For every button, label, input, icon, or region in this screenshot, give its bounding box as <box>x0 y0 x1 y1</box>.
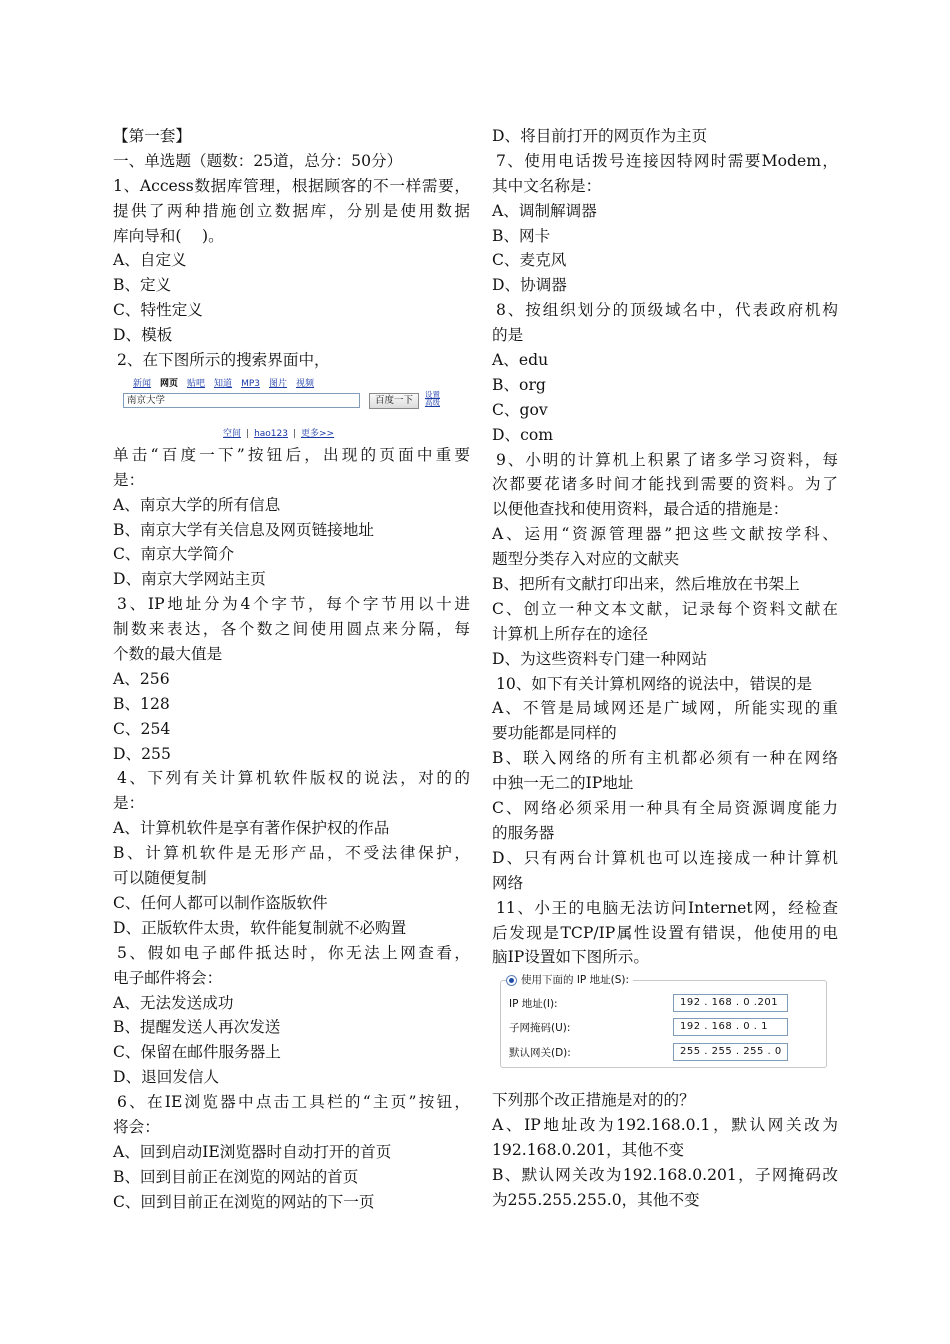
link-separator: | <box>246 428 250 439</box>
radio-label: 使用下面的 IP 地址(S): <box>521 974 629 987</box>
option: C、254 <box>113 719 171 738</box>
question-2-line: 2、在下图所示的搜索界面中， <box>117 351 330 370</box>
question-11-line: 下列那个改正措施是对的的？ <box>492 1091 695 1110</box>
link-separator: | <box>292 428 297 439</box>
link-space[interactable]: 空间 <box>223 428 242 439</box>
option: C、任何人都可以制作盗版软件 <box>113 893 328 912</box>
option: B、org <box>492 375 546 394</box>
option: A、运用“资源管理器”把这些文献按学科、 <box>492 525 838 544</box>
option: 网络 <box>492 873 524 892</box>
option: A、256 <box>113 669 170 688</box>
question-9-line: 次都要花诸多时间才能找到需要的资料。为了 <box>492 475 838 494</box>
option: B、联入网络的所有主机都必须有一种在网络 <box>492 749 838 768</box>
option: C、创立一种文本文献，记录每个资料文献在 <box>492 599 838 618</box>
option: 为255.255.255.0，其他不变 <box>492 1190 700 1209</box>
option: 要功能都是同样的 <box>492 724 617 743</box>
subnet-mask-field[interactable]: 192 . 168 . 0 . 1 <box>673 1018 788 1036</box>
use-following-ip-radio[interactable] <box>506 973 633 987</box>
option: A、自定义 <box>113 251 187 270</box>
tab-mp3[interactable]: MP3 <box>241 378 260 389</box>
option: A、edu <box>492 351 549 370</box>
question-8-line: 8、按组织划分的顶级域名中，代表政府机构 <box>496 301 838 320</box>
option: B、定义 <box>113 276 172 295</box>
option: B、回到目前正在浏览的网站的首页 <box>113 1167 359 1186</box>
question-5-line: 5、假如电子邮件抵达时，你无法上网查看， <box>117 943 470 962</box>
option: C、特性定义 <box>113 301 203 320</box>
search-interface-figure <box>113 373 453 443</box>
question-4-line: 是： <box>113 794 145 813</box>
option: C、南京大学简介 <box>113 545 235 564</box>
set-title: 【第一套】 <box>113 127 191 145</box>
option: A、南京大学的所有信息 <box>113 495 281 514</box>
question-9-line: 以便他查找和使用资料，最合适的措施是： <box>492 500 789 519</box>
left-column <box>113 124 470 1215</box>
option: 可以随便复制 <box>113 869 207 888</box>
right-column <box>492 124 838 1213</box>
question-9-line: 9、小明的计算机上积累了诸多学习资料，每 <box>496 450 838 469</box>
tab-news[interactable]: 新闻 <box>133 378 152 389</box>
search-button[interactable]: 百度一下 <box>369 393 419 409</box>
option: 192.168.0.201，其他不变 <box>492 1141 685 1160</box>
tab-web[interactable]: 网页 <box>160 378 179 389</box>
footer-links <box>223 429 334 440</box>
subnet-mask-label: 子网掩码(U): <box>509 1022 571 1035</box>
radio-selected-icon[interactable] <box>506 975 517 986</box>
option: B、默认网关改为192.168.0.201，子网掩码改 <box>492 1165 838 1184</box>
ip-settings-figure <box>492 970 838 1088</box>
option: D、退回发信人 <box>113 1068 220 1087</box>
question-11-line: 后发现是TCP/IP属性设置有错误，他使用的电 <box>492 923 838 942</box>
settings-link[interactable]: 设置 高级 <box>425 389 440 407</box>
option: A、调制解调器 <box>492 201 597 220</box>
default-gateway-label: 默认网关(D): <box>509 1047 571 1060</box>
option: B、网卡 <box>492 226 551 245</box>
option: D、南京大学网站主页 <box>113 570 266 589</box>
option: 题型分类存入对应的文献夹 <box>492 550 680 569</box>
option: D、协调器 <box>492 276 567 295</box>
search-tabs <box>133 379 323 390</box>
option: C、回到目前正在浏览的网站的下一页 <box>113 1192 375 1211</box>
question-1-line: 库向导和( )。 <box>113 226 224 245</box>
option: B、把所有文献打印出来，然后堆放在书架上 <box>492 575 800 594</box>
option: B、提醒发送人再次发送 <box>113 1018 281 1037</box>
section-heading: 一、单选题（题数：25道，总分：50分） <box>113 151 403 170</box>
tab-images[interactable]: 图片 <box>268 378 287 389</box>
option: D、只有两台计算机也可以连接成一种计算机 <box>492 848 838 867</box>
option: 计算机上所存在的途径 <box>492 624 648 643</box>
question-7-line: 其中文名称是： <box>492 176 602 195</box>
question-11-line: 脑IP设置如下图所示。 <box>492 948 649 967</box>
option: A、IP地址改为192.168.0.1，默认网关改为 <box>492 1116 838 1135</box>
option: B、128 <box>113 694 170 713</box>
link-hao123[interactable]: hao123 <box>254 428 288 439</box>
option: D、为这些资料专门建一种网站 <box>492 649 708 668</box>
tab-zhidao[interactable]: 知道 <box>214 378 233 389</box>
question-3-line: 制数来表达，各个数之间使用圆点来分隔，每 <box>113 620 470 639</box>
question-2-line: 是： <box>113 470 145 489</box>
question-2-line: 单击“百度一下”按钮后，出现的页面中重要 <box>113 445 470 464</box>
option: B、计算机软件是无形产品，不受法律保护， <box>113 844 470 863</box>
option: 中独一无二的IP地址 <box>492 774 634 793</box>
option: A、回到启动IE浏览器时自动打开的首页 <box>113 1142 392 1161</box>
option: D、com <box>492 425 554 444</box>
option: C、麦克风 <box>492 251 567 270</box>
question-10-line: 10、如下有关计算机网络的说法中，错误的是 <box>496 674 813 693</box>
tab-video[interactable]: 视频 <box>296 378 315 389</box>
question-8-line: 的是 <box>492 326 524 345</box>
tab-tieba[interactable]: 贴吧 <box>187 378 206 389</box>
question-3-line: 个数的最大值是 <box>113 645 223 664</box>
option: D、正版软件太贵，软件能复制就不必购置 <box>113 918 407 937</box>
option: 的服务器 <box>492 823 555 842</box>
link-more[interactable]: 更多>> <box>301 428 335 439</box>
option: D、将目前打开的网页作为主页 <box>492 127 708 145</box>
option: A、不管是局域网还是广域网，所能实现的重 <box>492 699 838 718</box>
option: C、gov <box>492 400 548 419</box>
question-1-line: 提供了两种措施创立数据库，分别是使用数据 <box>113 201 470 220</box>
question-5-line: 电子邮件将会： <box>113 968 223 987</box>
question-1-line: 1、Access数据库管理，根据顾客的不一样需要， <box>113 176 470 195</box>
option: B、南京大学有关信息及网页链接地址 <box>113 520 374 539</box>
question-6-line: 将会： <box>113 1117 160 1136</box>
question-11-line: 11、小王的电脑无法访问Internet网，经检查 <box>496 898 838 917</box>
question-7-line: 7、使用电话拨号连接因特网时需要Modem， <box>496 151 838 170</box>
option: D、模板 <box>113 326 173 345</box>
question-3-line: 3、IP地址分为4个字节，每个字节用以十进 <box>117 595 470 614</box>
option: D、255 <box>113 744 171 763</box>
option: C、网络必须采用一种具有全局资源调度能力 <box>492 799 838 818</box>
ip-address-field[interactable]: 192 . 168 . 0 .201 <box>673 994 788 1012</box>
ip-address-label: IP 地址(I): <box>509 998 558 1011</box>
question-6-line: 6、在IE浏览器中点击工具栏的“主页”按钮， <box>117 1093 470 1112</box>
search-input[interactable]: 南京大学 <box>123 393 360 408</box>
default-gateway-field[interactable]: 255 . 255 . 255 . 0 <box>673 1043 788 1061</box>
option: A、无法发送成功 <box>113 993 234 1012</box>
option: A、计算机软件是享有著作保护权的作品 <box>113 819 390 838</box>
question-4-line: 4、下列有关计算机软件版权的说法，对的的 <box>117 769 470 788</box>
option: C、保留在邮件服务器上 <box>113 1043 281 1062</box>
